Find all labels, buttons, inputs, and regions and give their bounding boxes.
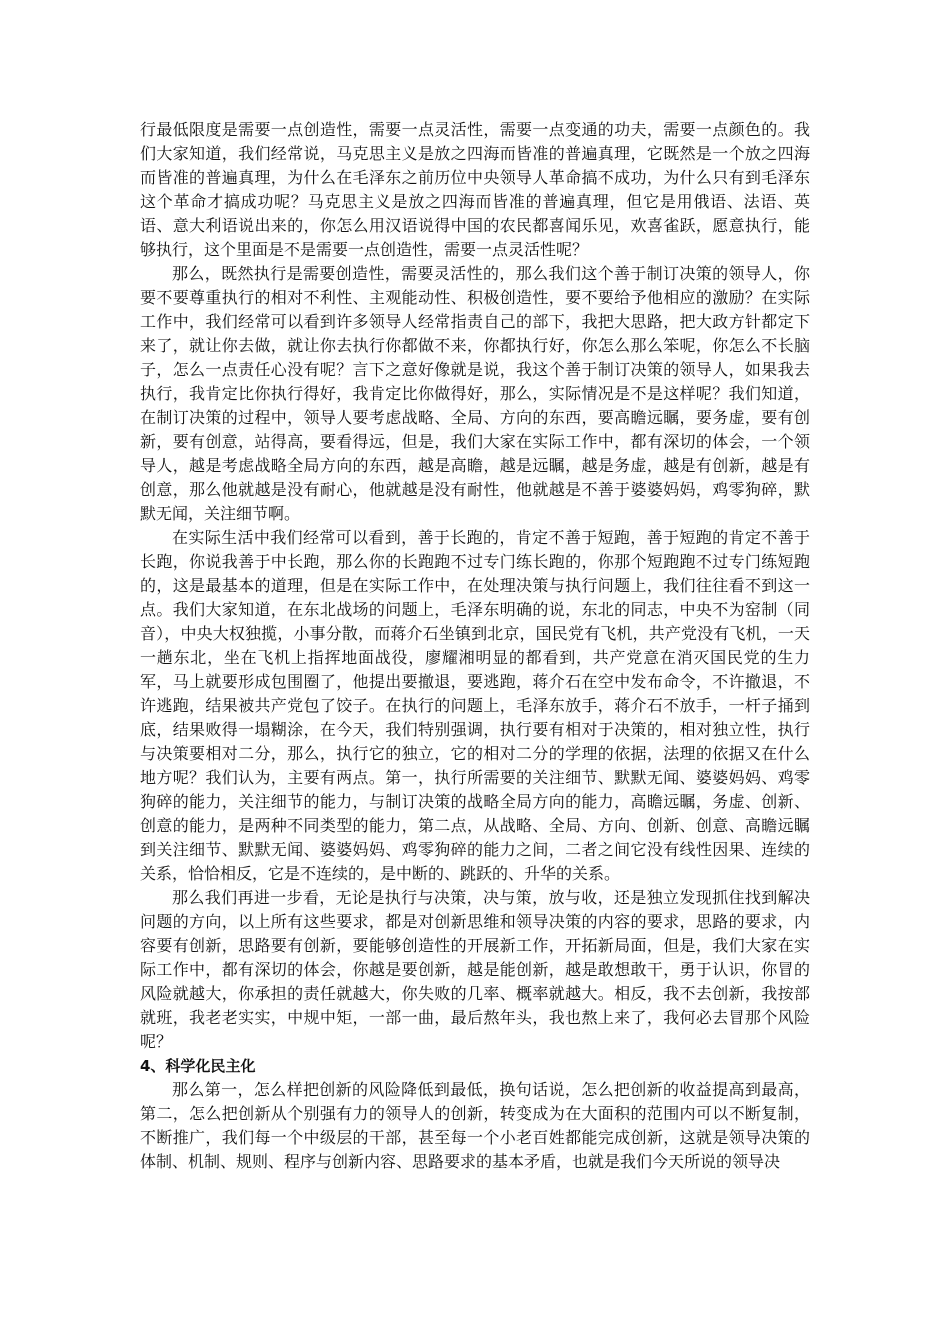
paragraph-5: 那么第一，怎么样把创新的风险降低到最低，换句话说，怎么把创新的收益提高到最高，第二，怎么把创新从个别强有力的领导人的创新，转变成为在大面积的范围内可以不断复制，不断推广，我们每一个中级层的干部，甚至每一个小老百姓都能完成创新，这就是领导决策的体制、机制、规则、程序与创新内容、思路要求的基本矛盾，也就是我们今天所说的领导决 xyxy=(140,1080,810,1171)
paragraph-4: 那么我们再进一步看，无论是执行与决策，决与策，放与收，还是独立发现抓住找到解决问题的方向，以上所有这些要求，都是对创新思维和领导决策的内容的要求，思路的要求，内容要有创新，思路要有创新，要能够创造性的开展新工作，开拓新局面，但是，我们大家在实际工作中，都有深切的体会，你越是要创新，越是能创新，越是敢想敢干，勇于认识，你冒的风险就越大，你承担的责任就越大，你失败的几率、概率就越大。相反，我不去创新，我按部就班，我老老实实，中规中矩，一部一曲，最后熬年头，我也熬上来了，我何必去冒那个风险呢？ xyxy=(140,888,810,1051)
paragraph-3: 在实际生活中我们经常可以看到，善于长跑的，肯定不善于短跑，善于短跑的肯定不善于长跑，你说我善于中长跑，那么你的长跑跑不过专门练长跑的，你那个短跑跑不过专门练短跑的，这是最基本的道理，但是在实际工作中，在处理决策与执行问题上，我们往往看不到这一点。我们大家知道，在东北战场的问题上，毛泽东明确的说，东北的同志，中央不为窑制（同音），中央大权独揽，小事分散，而蒋介石坐镇到北京，国民党有飞机，共产党没有飞机，一天一趟东北，坐在飞机上指挥地面战役，廖耀湘明显的都看到，共产党意在消灭国民党的生力军，马上就要形成包围圈了，他提出要撤退，要逃跑，蒋介石在空中发布命令，不许撤退，不许逃跑，结果被共产党包了饺子。在执行的问题上，毛泽东放手，蒋介石不放手，一杆子捅到底，结果败得一塌糊涂，在今天，我们特别强调，执行要有相对于决策的，相对独立性，执行与决策要相对二分，那么，执行它的独立，它的相对二分的学理的依据，法理的依据又在什么地方呢？我们认为，主要有两点。第一，执行所需要的关注细节、默默无闻、婆婆妈妈、鸡零狗碎的能力，关注细节的能力，与制订决策的战略全局方向的能力，高瞻远瞩，务虚、创新、创意的能力，是两种不同类型的能力，第二点，从战略、全局、方向、创新、创意、高瞻远瞩到关注细节、默默无闻、婆婆妈妈、鸡零狗碎的能力之间，二者之间它没有线性因果、连续的关系，恰恰相反，它是不连续的，是中断的、跳跃的、升华的关系。 xyxy=(140,528,810,883)
document-page xyxy=(140,118,810,1174)
paragraph-1: 行最低限度是需要一点创造性，需要一点灵活性，需要一点变通的功夫，需要一点颜色的。我们大家知道，我们经常说，马克思主义是放之四海而皆准的普遍真理，它既然是一个放之四海而皆准的普遍真理，为什么在毛泽东之前历位中央领导人革命搞不成功，为什么只有到毛泽东这个革命才搞成功呢？马克思主义是放之四海而皆准的普遍真理，但它是用俄语、法语、英语、意大利语说出来的，你怎么用汉语说得中国的农民都喜闻乐见，欢喜雀跃，愿意执行，能够执行，这个里面是不是需要一点创造性，需要一点灵活性呢？ xyxy=(140,120,810,259)
paragraph-2: 那么，既然执行是需要创造性，需要灵活性的，那么我们这个善于制订决策的领导人，你要不要尊重执行的相对不利性、主观能动性、积极创造性，要不要给予他相应的激励？在实际工作中，我们经常可以看到许多领导人经常指责自己的部下，我把大思路，把大政方针都定下来了，就让你去做，就让你去执行你都做不来，你都执行好，你怎么那么笨呢，你怎么不长脑子，怎么一点责任心没有呢？言下之意好像就是说，我这个善于制订决策的领导人，如果我去执行，我肯定比你执行得好，我肯定比你做得好，那么，实际情况是不是这样呢？我们知道，在制订决策的过程中，领导人要考虑战略、全局、方向的东西，要高瞻远瞩，要务虚，要有创新，要有创意，站得高，要看得远，但是，我们大家在实际工作中，都有深切的体会，一个领导人，越是考虑战略全局方向的东西，越是高瞻，越是远瞩，越是务虚，越是有创新，越是有创意，那么他就越是没有耐心，他就越是没有耐性，他就越是不善于婆婆妈妈，鸡零狗碎，默默无闻，关注细节啊。 xyxy=(140,264,810,523)
section-heading: 4、科学化民主化 xyxy=(140,1057,256,1075)
